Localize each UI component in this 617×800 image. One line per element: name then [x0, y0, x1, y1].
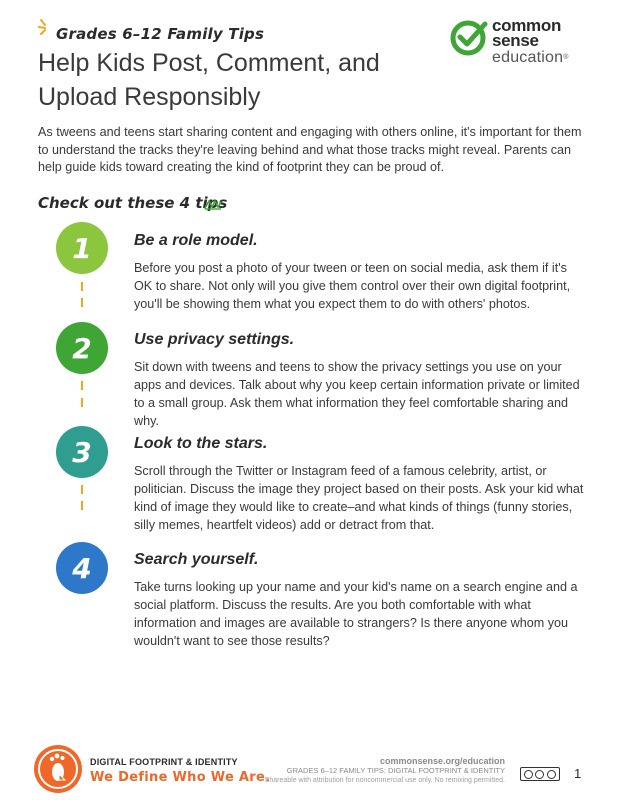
creative-commons-license-icon	[520, 767, 560, 781]
tip-body: Scroll through the Twitter or Instagram feed of a famous celebrity, artist, or politician. Discuss the image they project based on their posts. Ask your kid what kind of image they would like to create–and what kinds of things (funny stories, silly memes, heartfelt videos) add or detract from that.	[134, 464, 584, 532]
footer-topic-label: DIGITAL FOOTPRINT & IDENTITY	[90, 757, 238, 767]
tip-body: Take turns looking up your name and your kid's name on a search engine and a social platform. Discuss the results. Are you both comfortable with what information and images are available to strangers? Is there anyone whom you wouldn't want to see those results?	[134, 580, 578, 648]
intro-paragraph: As tweens and teens start sharing content and engaging with others online, it's important for them to understand the tracks they're leaving behind and what those tracks might reveal. Parents can help guide kids toward creating the kind of footprint they can be proud of.	[38, 125, 582, 174]
tip-title: Look to the stars.	[134, 435, 268, 452]
logo-word-education: education	[492, 49, 564, 66]
tip-number-badge: 2	[56, 322, 108, 374]
tip-body: Sit down with tweens and teens to show the privacy settings you use on your apps and devices. Talk about why you keep certain information private or limited to a small group. Ask them what information they feel comfortable sharing and why.	[134, 360, 580, 428]
connector-dash	[81, 501, 83, 510]
connector-dash	[81, 282, 83, 291]
footprint-icon	[46, 752, 70, 786]
grade-kicker: Grades 6–12 Family Tips	[56, 25, 265, 43]
footer-license-text: Shareable with attribution for noncommercial use only. No remixing permitted.	[264, 777, 505, 784]
footer-course-title: GRADES 6–12 FAMILY TIPS: DIGITAL FOOTPRINT & IDENTITY	[286, 766, 505, 775]
connector-dash	[81, 398, 83, 407]
connector-dash	[81, 485, 83, 494]
footer-motto: We Define Who We Are.	[90, 770, 271, 785]
common-sense-education-logo: common sense education®	[450, 18, 580, 70]
footer-url[interactable]: commonsense.org/education	[379, 756, 505, 766]
connector-dash	[81, 298, 83, 307]
tip-number-badge: 3	[56, 426, 108, 478]
tip-title: Use privacy settings.	[134, 331, 295, 348]
tip-body: Before you post a photo of your tween or teen on social media, ask them if it's OK to share. Not only will you give them control over their own digital footprint, you'll be showing them what you expect them to do with others' photos.	[134, 261, 571, 311]
checkmark-logo-icon	[450, 18, 488, 56]
sparkle-icon	[38, 18, 54, 36]
scribble-arrow-icon	[204, 198, 222, 210]
footer-info	[265, 756, 505, 786]
tip-number-badge: 4	[56, 542, 108, 594]
logo-word-common: common	[492, 16, 562, 35]
connector-dash	[81, 381, 83, 390]
tip-title: Search yourself.	[134, 551, 259, 568]
page-title: Help Kids Post, Comment, and Upload Responsibly	[38, 49, 380, 111]
page-number: 1	[574, 766, 582, 781]
tip-title: Be a role model.	[134, 232, 258, 249]
section-heading: Check out these 4 tips	[38, 194, 228, 212]
logo-word-sense: sense	[492, 31, 539, 50]
tip-number-badge: 1	[56, 222, 108, 274]
